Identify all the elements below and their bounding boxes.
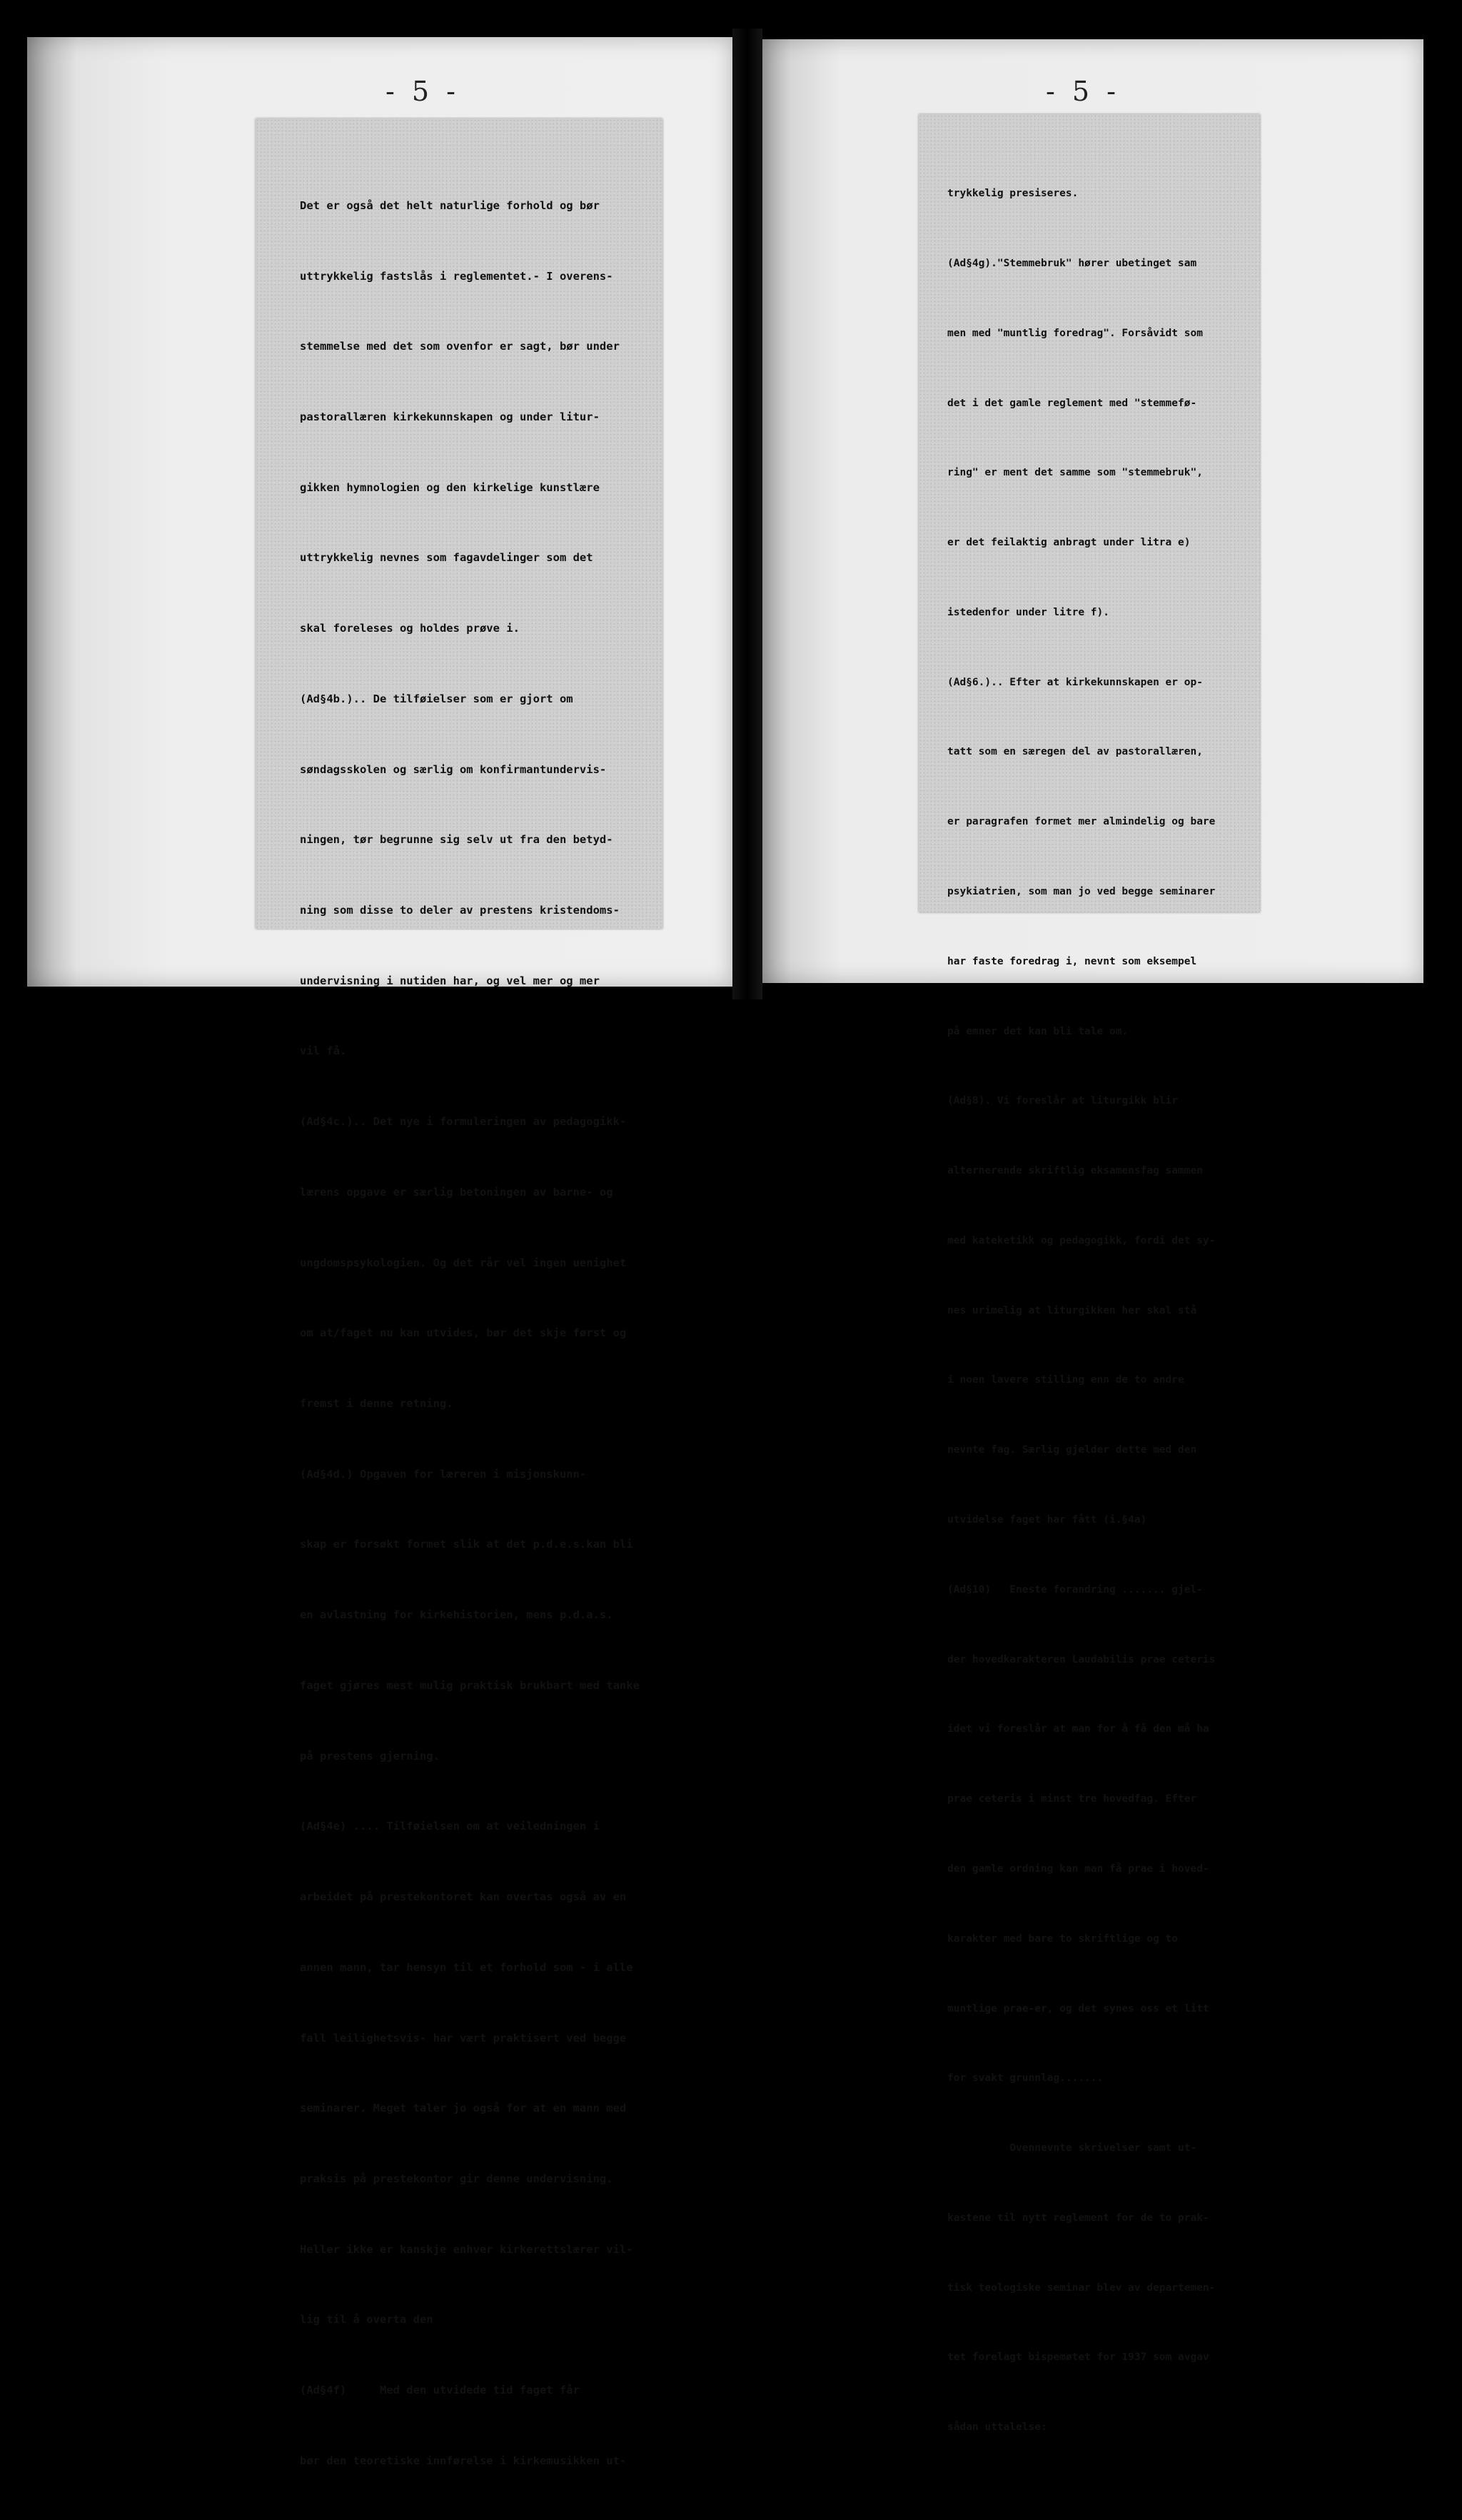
text-line: for svakt grunnlag....... xyxy=(947,2072,1104,2085)
text-line: (Ad§4f) Med den utvidede tid faget får xyxy=(300,2384,580,2397)
text-line: Det er også det helt naturlige forhold og bør xyxy=(300,198,600,212)
text-line: skap er forsøkt formet slik at det p.d.e.s.kan bli xyxy=(300,1538,633,1551)
text-line: men med "muntlig foredrag". Forsåvidt som xyxy=(947,327,1203,339)
text-line: Ovennevnte skrivelser samt ut- xyxy=(947,2142,1197,2154)
text-line: fremst i denne retning. xyxy=(300,1397,453,1411)
right-typed-sheet xyxy=(919,114,1260,2434)
text-line: skal foreleses og holdes prøve i. xyxy=(300,622,520,635)
text-line: ungdomspsykologien. Og det rår vel ingen uenighet xyxy=(300,1256,627,1269)
text-line: der hovedkarakteren Laudabilis prae ceteris xyxy=(947,1653,1216,1665)
text-line: tatt som en særegen del av pastorallæren, xyxy=(947,746,1203,758)
text-line: det i det gamle reglement med "stemmefø- xyxy=(947,397,1197,409)
text-line: (Ad§4b.).. De tilføielser som er gjort om xyxy=(300,692,573,705)
text-line: muntlige prae-er, og det synes oss et litt xyxy=(947,2002,1209,2015)
text-line: (Ad§4g)."Stemmebruk" hører ubetinget sam xyxy=(947,257,1197,269)
text-line: ring" er ment det samme som "stemmebruk", xyxy=(947,467,1203,479)
text-line: kastene til nytt reglement for de to prak- xyxy=(947,2212,1209,2224)
text-line: (Ad§4e) .... Tilføielsen om at veiledningen i xyxy=(300,1820,600,1833)
text-line: ning som disse to deler av prestens kristendoms- xyxy=(300,904,620,917)
text-line: sådan uttalelse: xyxy=(947,2421,1047,2434)
text-line: lærens opgave er særlig betoningen av barne- og xyxy=(300,1185,613,1199)
text-line: stemmelse med det som ovenfor er sagt, bør under xyxy=(300,340,620,353)
text-line: Heller ikke er kanskje enhver kirkerettslærer vil- xyxy=(300,2242,633,2256)
text-line: pastorallæren kirkekunnskapen og under litur- xyxy=(300,410,600,423)
text-line: har faste foredrag i, nevnt som eksempel xyxy=(947,955,1197,967)
text-line: utvidelse faget har fått (i.§4a) xyxy=(947,1514,1147,1526)
text-line: arbeidet på prestekontoret kan overtas også av en xyxy=(300,1890,627,1904)
text-line: lig til å overta den xyxy=(300,2313,433,2327)
text-line: på prestens gjerning. xyxy=(300,1749,440,1763)
text-line: søndagsskolen og særlig om konfirmantundervis- xyxy=(300,762,607,776)
text-line: (Ad§4c.).. Det nye i formuleringen av pedagogikk- xyxy=(300,1115,627,1129)
text-line: prae ceteris i minst tre hovedfag. Efter xyxy=(947,1793,1197,1805)
text-line: nes urimelig at liturgikken her skal stå xyxy=(947,1304,1197,1316)
text-line: uttrykkelig fastslås i reglementet.- I overens- xyxy=(300,269,613,283)
text-line: karakter med bare to skriftlige og to xyxy=(947,1932,1179,1945)
text-line: (Ad§4d.) Opgaven for læreren i misjonskunn- xyxy=(300,1467,587,1481)
text-line: en avlastning for kirkehistorien, mens p.d.a.s. xyxy=(300,1608,613,1622)
text-line: trykkelig presiseres. xyxy=(947,188,1079,200)
text-line: nevnte fag. Særlig gjelder dette med den xyxy=(947,1444,1197,1456)
text-line: istedenfor under litre f). xyxy=(947,606,1109,618)
book-gutter xyxy=(732,29,762,999)
left-page-number: - 5 - xyxy=(385,76,460,107)
right-typed-text xyxy=(947,136,1215,2486)
text-line: om at/faget nu kan utvides, bør det skje først og xyxy=(300,1326,627,1340)
text-line: på emner det kan bli tale om. xyxy=(947,1025,1129,1037)
text-line: (Ad§8). Vi foreslår at liturgikk blir xyxy=(947,1095,1179,1107)
text-line: fall leilighetsvis- har vært praktisert ved begge xyxy=(300,2031,627,2045)
text-line: uttrykkelig nevnes som fagavdelinger som det xyxy=(300,551,593,565)
text-line: den gamle ordning kan man få prae i hoved- xyxy=(947,1863,1209,1875)
text-line: faget gjøres mest mulig praktisk brukbart med tanke xyxy=(300,1678,640,1692)
text-line: annen mann, tar hensyn til et forhold som - i alle xyxy=(300,1960,633,1974)
text-line: bør den teoretiske innførelse i kirkemusikken ut- xyxy=(300,2454,627,2467)
text-line: psykiatrien, som man jo ved begge seminarer xyxy=(947,886,1216,897)
text-line: praksis på prestekontor gir denne undervisning. xyxy=(300,2172,613,2185)
text-line: vil få. xyxy=(300,1044,347,1058)
text-line: gikken hymnologien og den kirkelige kunstlære xyxy=(300,480,600,494)
text-line: idet vi foreslår at man for å få den må ha xyxy=(947,1723,1209,1735)
text-line: (Ad§6.).. Efter at kirkekunnskapen er op- xyxy=(947,676,1203,688)
text-line: ningen, tør begrunne sig selv ut fra den betyd- xyxy=(300,833,613,847)
text-line: alternerende skriftlig eksamensfag sammen xyxy=(947,1165,1203,1177)
text-line: seminarer. Meget taler jo også for at en mann med xyxy=(300,2102,627,2115)
left-typed-text xyxy=(300,147,640,2520)
text-line: med kateketikk og pedagogikk, fordi det sy- xyxy=(947,1234,1216,1246)
text-line: er det feilaktig anbragt under litra e) xyxy=(947,537,1191,549)
right-page-number: - 5 - xyxy=(1046,76,1121,107)
text-line: (Ad§10) Eneste forandring ....... gjel- xyxy=(947,1583,1203,1596)
text-line: i noen lavere stilling enn de to andre xyxy=(947,1374,1184,1386)
text-line: undervisning i nutiden har, og vel mer og mer xyxy=(300,974,600,987)
text-line: tet forelagt bispemøtet for 1937 som avgav xyxy=(947,2352,1209,2364)
text-line: tisk teologiske seminar blev av departemen- xyxy=(947,2282,1216,2294)
text-line: er paragrafen formet mer almindelig og bare xyxy=(947,816,1216,828)
left-typed-sheet xyxy=(256,119,662,2467)
